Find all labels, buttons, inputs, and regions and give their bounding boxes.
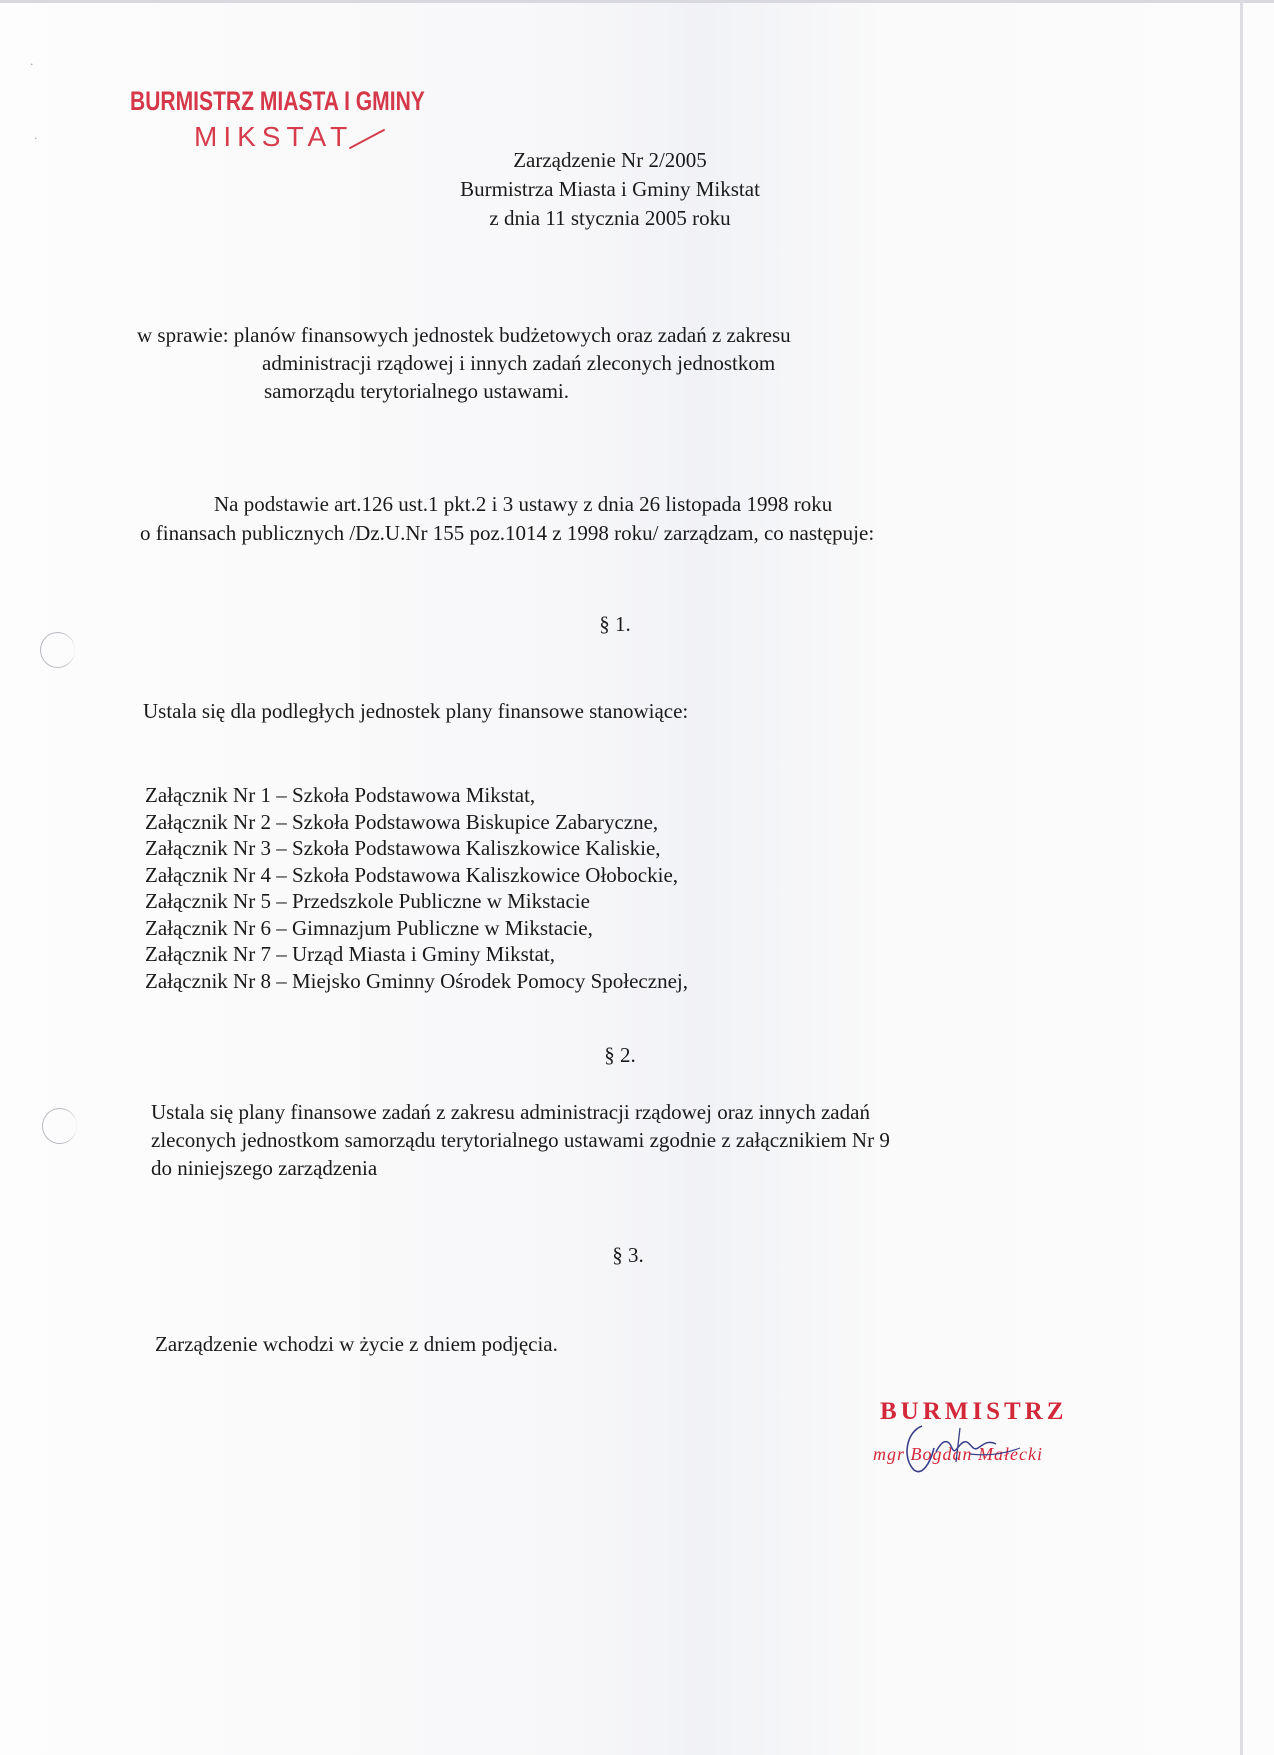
signature-stamp-name: mgr Bogdan Małecki [873, 1444, 1043, 1464]
basis-line-2: o finansach publicznych /Dz.U.Nr 155 poz.1014 z 1998 roku/ zarządzam, co następuje: [140, 521, 875, 545]
signature-stamp-title: BURMISTRZ [880, 1398, 1068, 1425]
punch-hole [40, 632, 75, 668]
subject-line-2: administracji rządowej i innych zadań zleconych jednostkom [262, 351, 776, 375]
attachment-list [145, 782, 865, 994]
attachment-item: Załącznik Nr 3 – Szkoła Podstawowa Kaliszkowice Kaliskie, [145, 836, 661, 860]
scan-speck: · [30, 58, 34, 71]
section-1-intro: Ustala się dla podległych jednostek plany finansowe stanowiące: [143, 699, 689, 723]
attachment-item: Załącznik Nr 1 – Szkoła Podstawowa Mikstat, [145, 783, 536, 807]
punch-hole [42, 1108, 77, 1144]
section-2-heading: § 2. [604, 1043, 636, 1067]
attachment-item: Załącznik Nr 6 – Gimnazjum Publiczne w Mikstacie, [145, 915, 593, 940]
subject-block [137, 321, 1017, 405]
attachment-item: Załącznik Nr 2 – Szkoła Podstawowa Biskupice Zabaryczne, [145, 809, 659, 834]
section-2-line-3: do niniejszego zarządzenia [151, 1156, 378, 1180]
handwritten-signature [900, 1418, 1030, 1488]
section-2-line-2: zleconych jednostkom samorządu terytorialnego ustawami zgodnie z załącznikiem Nr 9 [151, 1128, 890, 1152]
attachment-item: Załącznik Nr 4 – Szkoła Podstawowa Kaliszkowice Ołobockie, [145, 862, 679, 887]
section-2-line-1: Ustala się plany finansowe zadań z zakresu administracji rządowej oraz innych zadań [151, 1100, 870, 1124]
attachment-item: Załącznik Nr 8 – Miejsko Gminny Ośrodek Pomocy Społecznej, [145, 968, 688, 993]
stamp-town-text: MIKSTAT [194, 121, 354, 152]
title-line-3: z dnia 11 stycznia 2005 roku [489, 206, 731, 230]
office-stamp [130, 86, 430, 153]
basis-line-1: Na podstawie art.126 ust.1 pkt.2 i 3 ustawy z dnia 26 listopada 1998 roku [214, 492, 833, 516]
subject-line-1: w sprawie: planów finansowych jednostek budżetowych oraz zadań z zakresu [137, 323, 791, 347]
title-line-2: Burmistrza Miasta i Gminy Mikstat [460, 177, 760, 201]
section-2-text [151, 1098, 1091, 1182]
section-3-text: Zarządzenie wchodzi w życie z dniem podjęcia. [155, 1332, 558, 1356]
scan-speck: · [34, 132, 38, 145]
scan-edge-top [0, 0, 1274, 3]
attachment-item: Załącznik Nr 7 – Urząd Miasta i Gminy Mikstat, [145, 942, 555, 966]
scan-edge-right [1240, 0, 1243, 1755]
title-line-1: Zarządzenie Nr 2/2005 [513, 148, 707, 172]
subject-line-3: samorządu terytorialnego ustawami. [264, 379, 569, 403]
stamp-office-title: BURMISTRZ MIASTA I GMINY [130, 86, 425, 116]
section-3-heading: § 3. [612, 1243, 644, 1267]
section-1-heading: § 1. [599, 612, 631, 636]
legal-basis [140, 490, 1060, 548]
document-title [380, 146, 840, 233]
attachment-item: Załącznik Nr 5 – Przedszkole Publiczne w Mikstacie [145, 889, 590, 913]
